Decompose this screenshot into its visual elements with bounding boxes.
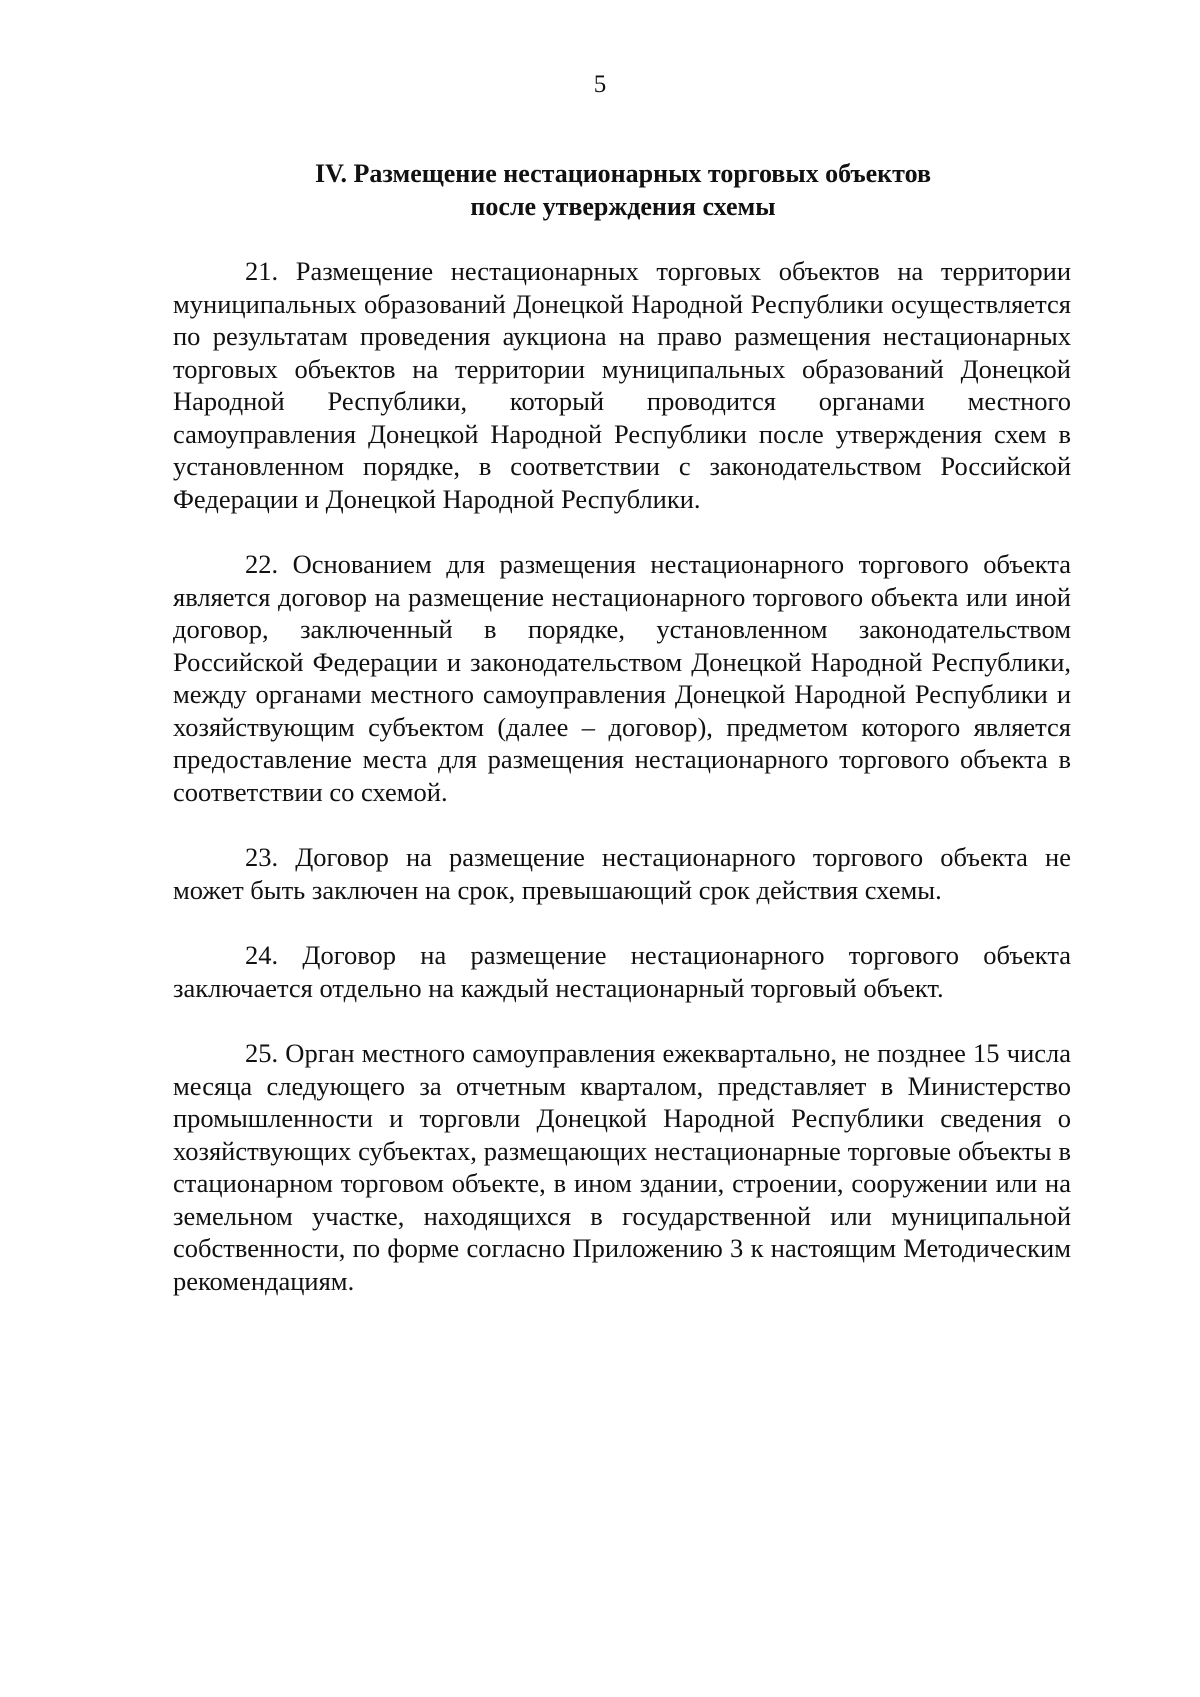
paragraph-22: 22. Основанием для размещения нестационарного торгового объекта является договор на размещение нестационарного торгового объекта или иной договор, заключенный в порядке, установленном законодательством Российской Федерации и законодательством Донецкой Народной Республики, между органами местного самоуправления Донецкой Народной Республики и хозяйствующим субъектом (далее – договор), предметом которого является предоставление места для размещения нестационарного торгового объекта в соответствии со схемой.: [173, 549, 1071, 807]
paragraph-24: 24. Договор на размещение нестационарного торгового объекта заключается отдельно на каждый нестационарный торговый объект.: [173, 940, 1071, 1003]
paragraph-21: 21. Размещение нестационарных торговых объектов на территории муниципальных образований Донецкой Народной Республики осуществляется по результатам проведения аукциона на право размещения нестационарных торговых объектов на территории муниципальных образований Донецкой Народной Республики, который проводится органами местного самоуправления Донецкой Народной Республики после утверждения схем в установленном порядке, в соответствии с законодательством Российской Федерации и Донецкой Народной Республики.: [173, 256, 1071, 514]
paragraph-25: 25. Орган местного самоуправления ежеквартально, не позднее 15 числа месяца следующего за отчетным кварталом, представляет в Министерство промышленности и торговли Донецкой Народной Республики сведения о хозяйствующих субъектах, размещающих нестационарные торговые объекты в стационарном торговом объекте, в ином здании, строении, сооружении или на земельном участке, находящихся в государственной или муниципальной собственности, по форме согласно Приложению 3 к настоящим Методическим рекомендациям.: [173, 1038, 1071, 1296]
paragraph-23: 23. Договор на размещение нестационарного торгового объекта не может быть заключен на срок, превышающий срок действия схемы.: [173, 842, 1071, 905]
section-title-line-2: после утверждения схемы: [470, 192, 776, 221]
document-body: [173, 255, 1071, 1330]
section-title-line-1: IV. Размещение нестационарных торговых объектов: [315, 159, 931, 188]
page-number: 5: [593, 71, 607, 98]
section-title: [173, 157, 1073, 223]
